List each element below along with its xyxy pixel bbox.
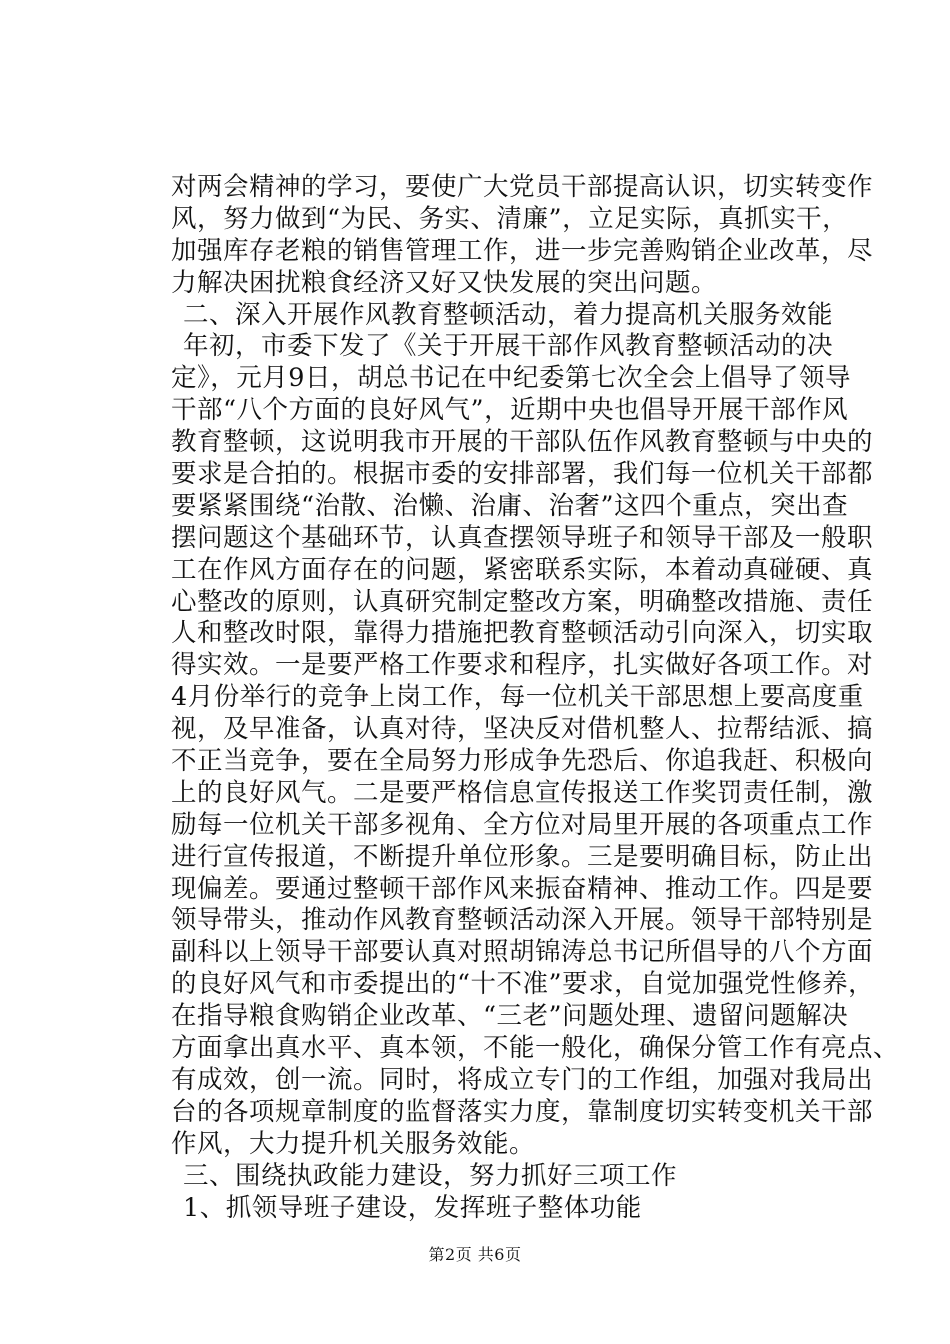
text-line: 心整改的原则，认真研究制定整改方案，明确整改措施、责任 (171, 586, 874, 617)
page-number: 第2页 共6页 (428, 1245, 522, 1264)
text-line: 要紧紧围绕“治散、治懒、治庸、治奢”这四个重点，突出查 (171, 490, 849, 521)
text-line: 年初，市委下发了《关于开展干部作风教育整顿活动的决 (183, 331, 834, 362)
body-text (171, 172, 900, 1224)
section-heading: 三、围绕执政能力建设，努力抓好三项工作 (183, 1160, 678, 1191)
text-line: 人和整改时限，靠得力措施把教育整顿活动引向深入，切实取 (171, 618, 874, 649)
text-line: 加强库存老粮的销售管理工作，进一步完善购销企业改革，尽 (171, 235, 874, 266)
text-line: 摆问题这个基础环节，认真查摆领导班子和领导干部及一般职 (171, 522, 874, 553)
text-line: 视，及早准备，认真对待，坚决反对借机整人、拉帮结派、搞 (171, 714, 874, 745)
text-line: 风，努力做到“为民、务实、清廉”，立足实际，真抓实干， (171, 203, 849, 234)
text-line: 领导带头，推动作风教育整顿活动深入开展。领导干部特别是 (171, 905, 874, 936)
text-line: 对两会精神的学习，要使广大党员干部提高认识，切实转变作 (171, 172, 874, 202)
text-line: 教育整顿，这说明我市开展的干部队伍作风教育整顿与中央的 (171, 427, 874, 458)
text-line: 现偏差。要通过整顿干部作风来振奋精神、推动工作。四是要 (171, 873, 874, 904)
text-line: 副科以上领导干部要认真对照胡锦涛总书记所倡导的八个方面 (171, 937, 874, 968)
text-line: 工在作风方面存在的问题，紧密联系实际，本着动真碰硬、真 (171, 554, 874, 585)
text-line: 台的各项规章制度的监督落实力度，靠制度切实转变机关干部 (171, 1096, 874, 1127)
section-heading: 二、深入开展作风教育整顿活动，着力提高机关服务效能 (183, 299, 834, 330)
text-line: 在指导粮食购销企业改革、“三老”问题处理、遗留问题解决 (171, 1001, 849, 1032)
text-line: 的良好风气和市委提出的“十不准”要求，自觉加强党性修养， (171, 969, 875, 1000)
text-line: 得实效。一是要严格工作要求和程序，扎实做好各项工作。对 (171, 650, 874, 681)
text-line: 定》，元月9日，胡总书记在中纪委第七次全会上倡导了领导 (171, 363, 851, 394)
text-line: 励每一位机关干部多视角、全方位对局里开展的各项重点工作 (171, 809, 874, 840)
text-line: 不正当竞争，要在全局努力形成争先恐后、你追我赶、积极向 (171, 746, 874, 777)
subsection-heading: 1、抓领导班子建设，发挥班子整体功能 (183, 1192, 642, 1223)
text-line: 上的良好风气。二是要严格信息宣传报送工作奖罚责任制，激 (171, 777, 874, 808)
text-line: 有成效，创一流。同时，将成立专门的工作组，加强对我局出 (171, 1064, 874, 1095)
text-line: 4月份举行的竞争上岗工作，每一位机关干部思想上要高度重 (171, 682, 864, 713)
text-line: 作风，大力提升机关服务效能。 (171, 1128, 536, 1159)
text-line: 干部“八个方面的良好风气”，近期中央也倡导开展干部作风 (171, 395, 849, 426)
text-line: 方面拿出真水平、真本领，不能一般化，确保分管工作有亮点、 (171, 1033, 900, 1064)
page-footer (0, 1245, 950, 1265)
text-line: 力解决困扰粮食经济又好又快发展的突出问题。 (171, 267, 718, 298)
text-line: 要求是合拍的。根据市委的安排部署，我们每一位机关干部都 (171, 459, 874, 490)
text-line: 进行宣传报道，不断提升单位形象。三是要明确目标，防止出 (171, 841, 874, 872)
